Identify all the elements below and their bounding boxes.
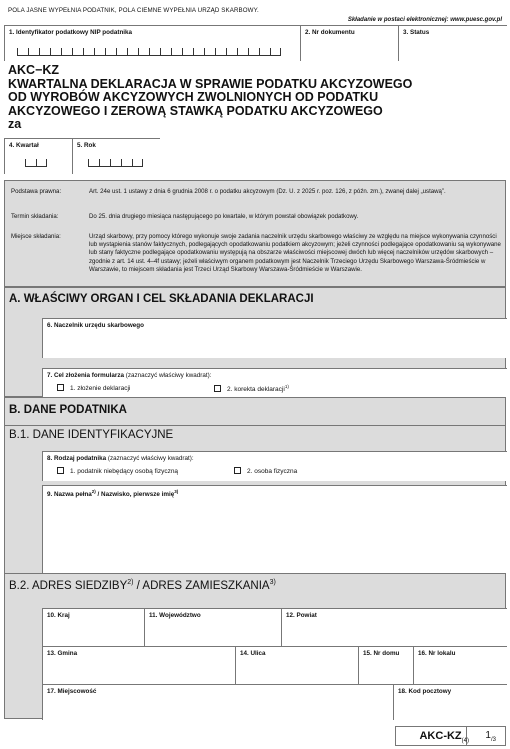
tax-office-label: 6. Naczelnik urzędu skarbowego	[47, 322, 144, 329]
section-b-divider	[5, 425, 505, 426]
nip-label: 1. Identyfikator podatkowy NIP podatnika	[9, 29, 133, 36]
electronic-filing-note: Składanie w postaci elektronicznej: www.puesc.gov.pl	[347, 17, 502, 23]
title-za: za	[8, 117, 22, 132]
form-code: AKC−KZ	[8, 63, 60, 77]
checkbox-icon[interactable]	[57, 384, 64, 391]
county-label: 12. Powiat	[286, 612, 317, 619]
deadline-value: Do 25. dnia drugiego miesiąca następującego po kwartale, w którym powstał obowiązek podatkowy.	[89, 213, 359, 220]
section-b	[4, 397, 506, 719]
city-label: 17. Miejscowość	[47, 688, 97, 695]
house-number-label: 15. Nr domu	[363, 650, 400, 657]
voivodeship-label: 11. Województwo	[149, 612, 201, 619]
taxpayer-kind-hint: (zaznaczyć właściwy kwadrat):	[107, 455, 194, 462]
form-version: (4)	[461, 738, 469, 745]
section-b1-heading: B.1. DANE IDENTYFIKACYJNE	[9, 429, 174, 441]
country-label: 10. Kraj	[47, 612, 70, 619]
legal-info-block	[4, 180, 506, 287]
purpose-field	[42, 368, 507, 398]
document-number-label: 2. Nr dokumentu	[305, 29, 355, 36]
period-block	[4, 138, 159, 174]
section-b2-heading-text-2: / ADRES ZAMIESZKANIA	[133, 579, 270, 592]
checkbox-icon[interactable]	[214, 385, 221, 392]
full-name-label-text: 9. Nazwa pełna	[47, 491, 92, 499]
footnote-1-marker: 1)	[284, 384, 289, 389]
page-number	[485, 730, 496, 743]
purpose-option-submit[interactable]	[57, 384, 130, 392]
section-b2-divider	[5, 573, 505, 574]
house-number-field[interactable]	[358, 646, 413, 684]
city-field[interactable]	[42, 684, 393, 720]
nip-field[interactable]	[4, 25, 300, 61]
footnote-3-marker: 3)	[174, 489, 179, 494]
footnote-2-marker: 2)	[127, 579, 134, 586]
year-comb	[88, 159, 143, 167]
county-field[interactable]	[281, 608, 507, 646]
flat-number-field[interactable]	[413, 646, 507, 684]
street-field[interactable]	[235, 646, 358, 684]
status-label: 3. Status	[403, 29, 430, 36]
header-block	[4, 25, 506, 61]
street-label: 14. Ulica	[240, 650, 266, 657]
section-b2-heading-text: B.2. ADRES SIEDZIBY	[9, 579, 128, 592]
place-value: Urząd skarbowy, przy pomocy którego wykonuje swoje zadania naczelnik urzędu skarbowego właściwy ze względu na miejsce wykonywania czynności lub wystąpienia stanów faktycznych, podlegających opodatkowaniu podatkiem akcyzowym; jeżeli czynności podlegające opodatkowaniu są wykonywane lub stany faktyczne podlegające opodatkowaniu występują na obszarze właściwości miejscowej dwóch lub więcej naczelników urzędów skarbowych – zgodnie z art. 14 ust. 4–4f ustawy; jeżeli właściwym organem podatkowym jest Naczelnik Trzeciego Urzędu Skarbowego Warszawa-Śródmieście w Warszawie, to miejscem składania jest Trzeci Urząd Skarbowy Warszawa-Śródmieście w Warszawie.	[89, 233, 501, 273]
full-name-field[interactable]	[42, 485, 507, 573]
flat-number-label: 16. Nr lokalu	[418, 650, 456, 657]
taxpayer-kind-option-entity[interactable]	[57, 467, 178, 475]
title-line-2: OD WYROBÓW AKCYZOWYCH ZWOLNIONYCH OD PODATKU	[8, 90, 379, 105]
taxpayer-kind-field	[42, 451, 507, 481]
legal-basis-value: Art. 24e ust. 1 ustawy z dnia 6 grudnia 2008 r. o podatku akcyzowym (Dz. U. z 2025 r. poz. 126, z późn. zm.), zwanej dalej „ustawą”.	[89, 188, 446, 195]
year-label: 5. Rok	[77, 142, 96, 149]
title-line-1: KWARTALNA DEKLARACJA W SPRAWIE PODATKU AKCYZOWEGO	[8, 76, 413, 91]
postal-code-field[interactable]	[393, 684, 507, 720]
footnote-3-marker: 3)	[269, 579, 276, 586]
checkbox-icon[interactable]	[57, 467, 64, 474]
purpose-option-correction[interactable]	[214, 384, 289, 393]
checkbox-icon[interactable]	[234, 467, 241, 474]
year-field[interactable]	[72, 138, 160, 174]
commune-label: 13. Gmina	[47, 650, 78, 657]
deadline-key: Termin składania:	[11, 213, 59, 220]
full-name-label	[47, 489, 178, 498]
purpose-label-text: 7. Cel złożenia formularza	[47, 372, 124, 379]
full-name-label-text-2: / Nazwisko, pierwsze imię	[95, 491, 175, 499]
section-a-heading: A. WŁAŚCIWY ORGAN I CEL SKŁADANIA DEKLARACJI	[9, 293, 314, 305]
purpose-option-submit-label: 1. złożenie deklaracji	[70, 385, 131, 392]
status-field	[398, 25, 507, 61]
page-total: /3	[490, 737, 496, 743]
quarter-label: 4. Kwartał	[9, 142, 39, 149]
place-key: Miejsce składania:	[11, 233, 61, 240]
title-line-3: AKCYZOWEGO I ZEROWĄ STAWKĄ PODATKU AKCYZOWEGO	[8, 103, 383, 118]
country-field[interactable]	[42, 608, 144, 646]
commune-field[interactable]	[42, 646, 235, 684]
form-code-footer	[419, 730, 469, 744]
taxpayer-kind-label-text: 8. Rodzaj podatnika	[47, 455, 107, 462]
taxpayer-kind-label	[47, 455, 194, 462]
taxpayer-kind-option-entity-label: 1. podatnik niebędący osobą fizyczną	[70, 468, 179, 475]
document-number-field	[300, 25, 398, 61]
section-a	[4, 287, 506, 397]
purpose-label	[47, 372, 211, 379]
fill-instruction-note: POLA JASNE WYPEŁNIA PODATNIK, POLA CIEMNE WYPEŁNIA URZĄD SKARBOWY.	[8, 7, 259, 14]
taxpayer-kind-option-person-label: 2. osoba fizyczna	[247, 468, 298, 475]
quarter-comb	[25, 159, 47, 167]
nip-comb	[17, 48, 281, 56]
legal-basis-key: Podstawa prawna:	[11, 188, 62, 195]
purpose-option-correction-label: 2. korekta deklaracji	[227, 386, 285, 394]
form-title	[8, 64, 412, 132]
postal-code-label: 18. Kod pocztowy	[398, 688, 452, 695]
tax-office-field[interactable]	[42, 318, 507, 358]
section-b-heading: B. DANE PODATNIKA	[9, 404, 127, 416]
form-code-footer-text: AKC-KZ	[419, 730, 462, 742]
page-current: 1	[485, 730, 491, 741]
taxpayer-kind-option-person[interactable]	[234, 467, 297, 475]
purpose-hint: (zaznaczyć właściwy kwadrat):	[125, 372, 212, 379]
quarter-field[interactable]	[4, 138, 72, 174]
section-b2-heading	[9, 579, 276, 592]
voivodeship-field[interactable]	[144, 608, 281, 646]
footnote-2-marker: 2)	[91, 489, 96, 494]
